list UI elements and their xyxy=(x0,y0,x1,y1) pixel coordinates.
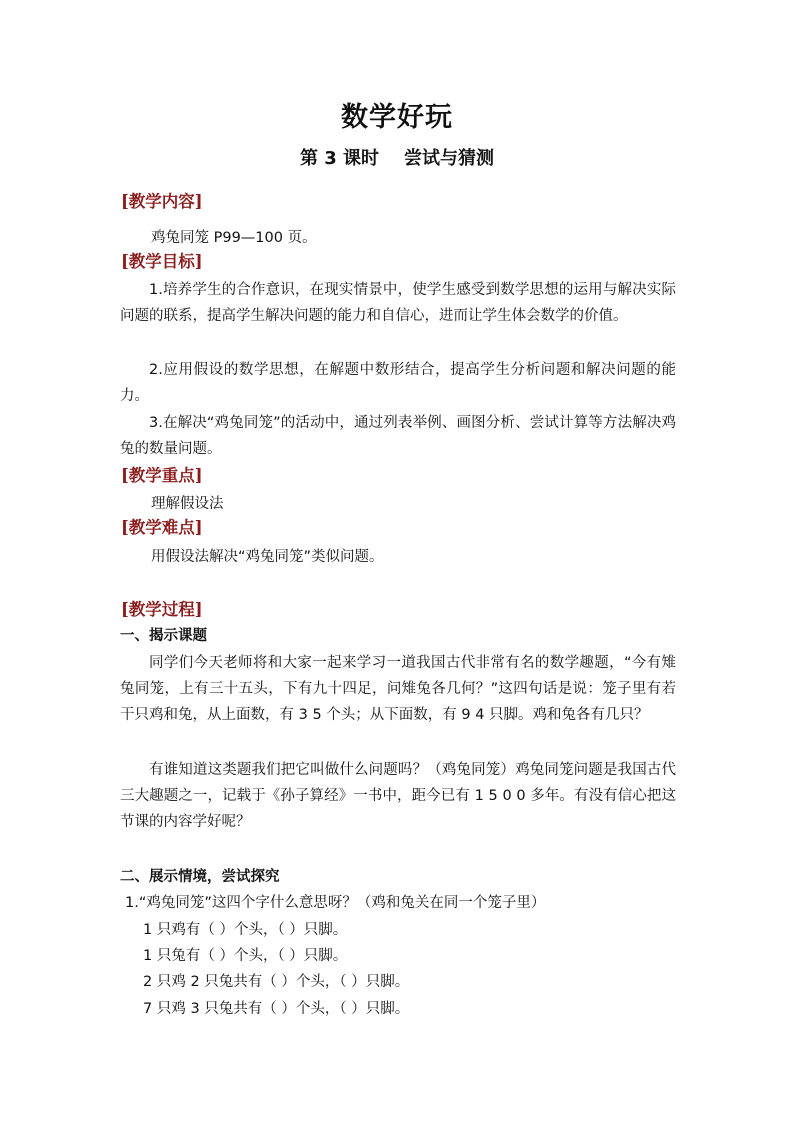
heading-difficulty: [教学难点] xyxy=(121,518,203,537)
heading-process: [教学过程] xyxy=(121,600,203,619)
content-text: 鸡兔同笼 P99—100 页。 xyxy=(151,230,317,246)
heading-key-point: [教学重点] xyxy=(121,466,203,485)
part1-title: 一、揭示课题 xyxy=(120,628,207,644)
goal-item-2: 2.应用假设的数学思想，在解题中数形结合，提高学生分析问题和解决问题的能力。 xyxy=(120,362,676,404)
heading-goals: [教学目标] xyxy=(121,252,203,271)
heading-content: [教学内容] xyxy=(121,192,203,211)
document-title: 数学好玩 xyxy=(341,102,453,133)
lesson-subtitle: 第 3 课时 尝试与猜测 xyxy=(299,148,495,169)
key-point-text: 理解假设法 xyxy=(151,496,224,512)
goal-item-3: 3.在解决“鸡兔同笼”的活动中，通过列表举例、画图分析、尝试计算等方法解决鸡兔的数量问题。 xyxy=(120,415,676,457)
part2-question: 1.“鸡兔同笼”这四个字什么意思呀？（鸡和兔关在同一个笼子里） xyxy=(125,895,546,911)
part2-line-2: 1 只兔有（ ）个头，（ ）只脚。 xyxy=(143,948,348,964)
goal-item-1: 1.培养学生的合作意识，在现实情景中，使学生感受到数学思想的运用与解决实际问题的联系，提高学生解决问题的能力和自信心，进而让学生体会数学的价值。 xyxy=(120,282,676,324)
part2-line-3: 2 只鸡 2 只兔共有（ ）个头，（ ）只脚。 xyxy=(143,974,410,990)
part2-line-1: 1 只鸡有（ ）个头，（ ）只脚。 xyxy=(143,922,348,938)
part1-paragraph-2: 有谁知道这类题我们把它叫做什么问题吗？（鸡兔同笼）鸡兔同笼问题是我国古代三大趣题之一，记载于《孙子算经》一书中，距今已有 1 5 0 0 多年。有没有信心把这节课的内容学好呢？ xyxy=(120,762,676,830)
part1-paragraph-1: 同学们今天老师将和大家一起来学习一道我国古代非常有名的数学趣题，“今有雉兔同笼，上有三十五头，下有九十四足，问雉兔各几何？”这四句话是说：笼子里有若干只鸡和兔，从上面数，有 3 5 个头；从下面数，有 9 4 只脚。鸡和兔各有几只？ xyxy=(120,655,676,723)
part2-title: 二、展示情境，尝试探究 xyxy=(120,869,280,885)
difficulty-text: 用假设法解决“鸡兔同笼”类似问题。 xyxy=(151,549,384,565)
part2-line-4: 7 只鸡 3 只兔共有（ ）个头，（ ）只脚。 xyxy=(143,1001,410,1017)
